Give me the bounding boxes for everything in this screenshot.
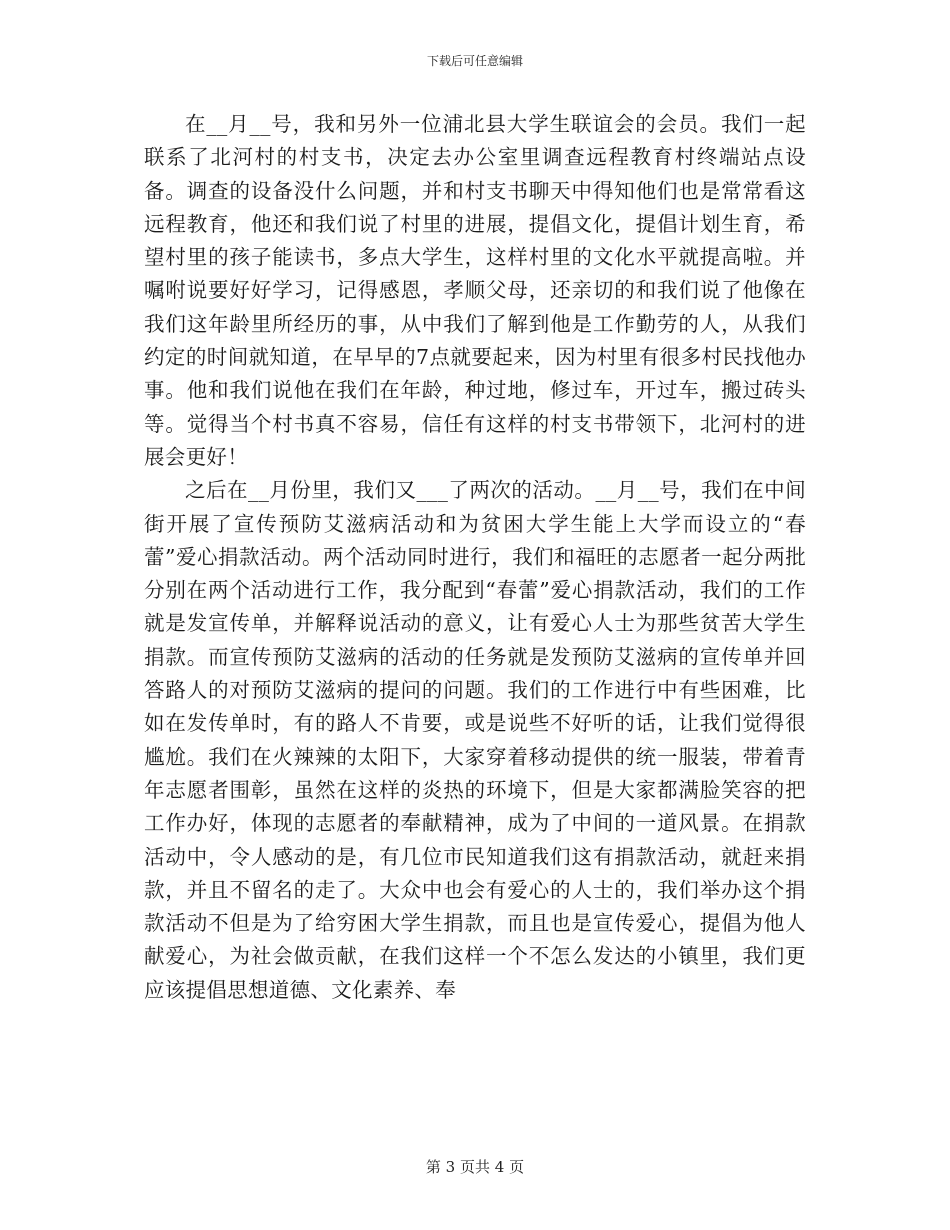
paragraph-1: 在__月__号，我和另外一位浦北县大学生联谊会的会员。我们一起联系了北河村的村支书，决定去办公室里调查远程教育村终端站点设备。调查的设备没什么问题，并和村支书聊天中得知他们也是常常看这远程教育，他还和我们说了村里的进展，提倡文化，提倡计划生育，希望村里的孩子能读书，多点大学生，这样村里的文化水平就提高啦。并嘱咐说要好好学习，记得感恩，孝顺父母，还亲切的和我们说了他像在我们这年龄里所经历的事，从中我们了解到他是工作勤劳的人，从我们约定的时间就知道，在早早的7点就要起来，因为村里有很多村民找他办事。他和我们说他在我们在年龄，种过地，修过车，开过车，搬过砖头等。觉得当个村书真不容易，信任有这样的村支书带领下，北河村的进展会更好！ bbox=[144, 112, 806, 469]
document-body bbox=[144, 108, 806, 1007]
page-header: 下载后可任意编辑 bbox=[426, 54, 523, 68]
paragraph-2: 之后在__月份里，我们又___了两次的活动。__月__号，我们在中间街开展了宣传预防艾滋病活动和为贫困大学生能上大学而设立的“春蕾”爱心捐款活动。两个活动同时进行，我们和福旺的志愿者一起分两批分别在两个活动进行工作，我分配到“春蕾”爱心捐款活动，我们的工作就是发宣传单，并解释说活动的意义，让有爱心人士为那些贫苦大学生捐款。而宣传预防艾滋病的活动的任务就是发预防艾滋病的宣传单并回答路人的对预防艾滋病的提问的问题。我们的工作进行中有些困难，比如在发传单时，有的路人不肯要，或是说些不好听的话，让我们觉得很尴尬。我们在火辣辣的太阳下，大家穿着移动提供的统一服装，带着青年志愿者围彰，虽然在这样的炎热的环境下，但是大家都满脸笑容的把工作办好，体现的志愿者的奉献精神，成为了中间的一道风景。在捐款活动中，令人感动的是，有几位市民知道我们这有捐款活动，就赶来捐款，并且不留名的走了。大众中也会有爱心的人士的，我们举办这个捐款活动不但是为了给穷困大学生捐款，而且也是宣传爱心，提倡为他人献爱心，为社会做贡献，在我们这样一个不怎么发达的小镇里，我们更应该提倡思想道德、文化素养、奉 bbox=[144, 478, 806, 1002]
page-number: 第 3 页共 4 页 bbox=[425, 1158, 525, 1176]
